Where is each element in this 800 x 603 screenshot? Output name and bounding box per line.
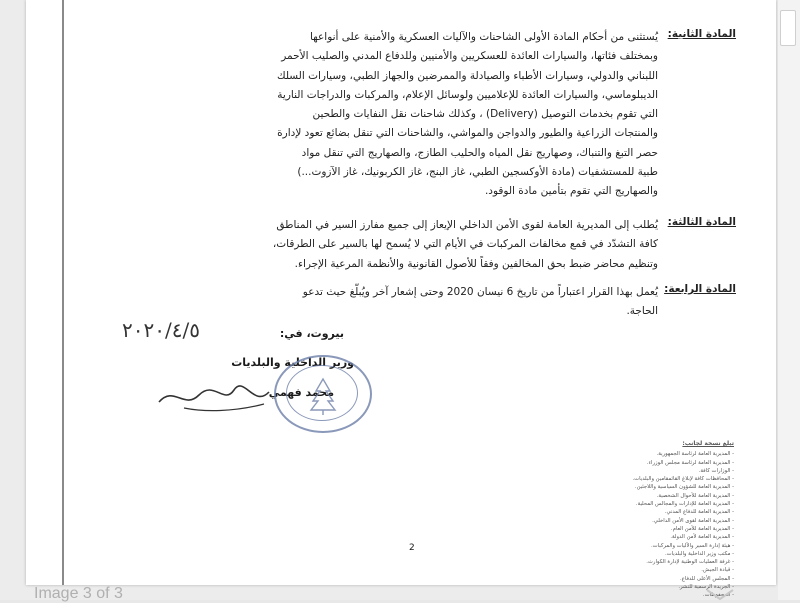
article-2 <box>116 28 736 202</box>
article-line: التي تقوم بخدمات التوصيل (Delivery) ، وكذلك شاحنات نقل النفايات والطحين <box>312 108 658 121</box>
article-line: والمنتجات الزراعية والطيور والدواجن والمواشي، والشاحنات التي تنقل بضائع تعود لإدارة <box>277 127 658 140</box>
article-4-title: المادة الرابعة: <box>664 283 736 295</box>
article-line: الحاجة. <box>626 305 658 318</box>
list-item: - المجلس الأعلى للدفاع. <box>680 575 734 582</box>
list-item: - قيادة الجيش. <box>701 567 734 574</box>
article-line: وتنظيم محاضر ضبط بحق المخالفين وفقاً للأصول القانونية والأنظمة المرعية الإجراء. <box>294 257 658 270</box>
list-item: - المديرية العامة لرئاسة الجمهورية. <box>656 451 734 458</box>
list-item: - مكتب وزير الداخلية والبلديات. <box>664 550 734 557</box>
page-number: 2 <box>409 543 415 553</box>
list-item: - المديرية العامة للأحوال الشخصية. <box>656 492 734 499</box>
article-3 <box>116 216 736 274</box>
handwritten-signature <box>154 380 274 416</box>
article-line: والصهاريج التي تقوم بتأمين مادة الوقود. <box>484 185 658 198</box>
article-3-title: المادة الثالثة: <box>667 216 736 228</box>
article-line: حصر التبغ والتنباك، وصهاريج نقل المياه والحليب الطازج، والصهاريج التي تنقل مواد <box>301 146 658 159</box>
signature-place: بيروت، في: <box>279 327 344 340</box>
list-item: - الوزارات كافة. <box>698 467 734 474</box>
list-item: - المديرية العامة للأمن العام. <box>670 525 734 532</box>
list-item: - المحافظات كافة لإبلاغ القائمقامين والبلديات. <box>632 476 734 483</box>
article-line: كافة التشدّد في قمع مخالفات المركبات في الأيام التي لا يُسمح لها بالسير على الطرقات، <box>272 238 658 251</box>
list-item: - المحفوظات. <box>702 592 734 599</box>
distribution-list <box>494 440 734 600</box>
minister-title: وزير الداخلية والبلديات <box>231 356 354 369</box>
article-3-text <box>116 216 736 274</box>
list-item: - المديرية العامة للإدارات والمجالس المحلية. <box>635 501 734 508</box>
official-stamp-icon <box>274 355 372 433</box>
article-2-text <box>116 28 736 202</box>
image-counter-caption: Image 3 of 3 <box>34 585 123 602</box>
article-line: الديبلوماسي، والسيارات العائدة للإعلاميين ولوسائل الإعلام، والمركبات والدراجات النارية <box>277 88 658 101</box>
article-2-title: المادة الثانية: <box>667 28 736 40</box>
signature-date: ٢٠٢٠/٤/٥ <box>122 318 200 342</box>
list-item: - المديرية العامة لأمن الدولة. <box>670 534 734 541</box>
article-4 <box>116 283 736 322</box>
list-item: - المديرية العامة لرئاسة مجلس الوزراء. <box>646 459 734 466</box>
viewer-scrollbar[interactable] <box>778 0 800 600</box>
list-item: - المديرية العامة للدفاع المدني. <box>664 509 734 516</box>
scroll-thumb[interactable] <box>780 10 796 46</box>
list-item: - المديرية العامة لقوى الأمن الداخلي. <box>652 517 734 524</box>
article-line: اللبناني والدولي، وسيارات الأطباء والصيادلة والممرضين والجهاز الطبي، وسيارات السلك <box>276 69 658 82</box>
article-line: طبية للمستشفيات (مادة الأوكسجين الطبي، غاز البنج، غاز الكربونيك، غاز الآزوت...) <box>297 166 658 179</box>
collapse-chevron-icon[interactable] <box>705 588 735 600</box>
article-4-text <box>116 283 736 322</box>
list-item: - هيئة إدارة السير والآليات والمركبات. <box>650 542 734 549</box>
article-line: يُستثنى من أحكام المادة الأولى الشاحنات والآليات العسكرية والأمنية على أنواعها <box>309 31 658 43</box>
article-line: وبمختلف فئاتها، والسيارات العائدة للعسكريين والأمنيين وللدفاع المدني والصليب الأحمر <box>281 50 658 63</box>
list-item: - الجريدة الرسمية للنشر. <box>678 584 734 591</box>
list-item: - المديرية العامة للشؤون السياسية واللاجئين. <box>634 484 734 491</box>
article-line: يُعمل بهذا القرار اعتباراً من تاريخ 6 نيسان 2020 وحتى إشعار آخر ويُبلّغ حيث تدعو <box>302 286 658 298</box>
minister-name: محمد فهمي <box>268 386 334 399</box>
article-line: يُطلب إلى المديرية العامة لقوى الأمن الداخلي الإيعاز إلى جميع مفارز السير في المناطق <box>276 219 658 231</box>
list-item: - غرفة العمليات الوطنية لإدارة الكوارث. <box>646 559 734 566</box>
distribution-title: تبلغ نسخة لجانب: <box>682 440 734 447</box>
